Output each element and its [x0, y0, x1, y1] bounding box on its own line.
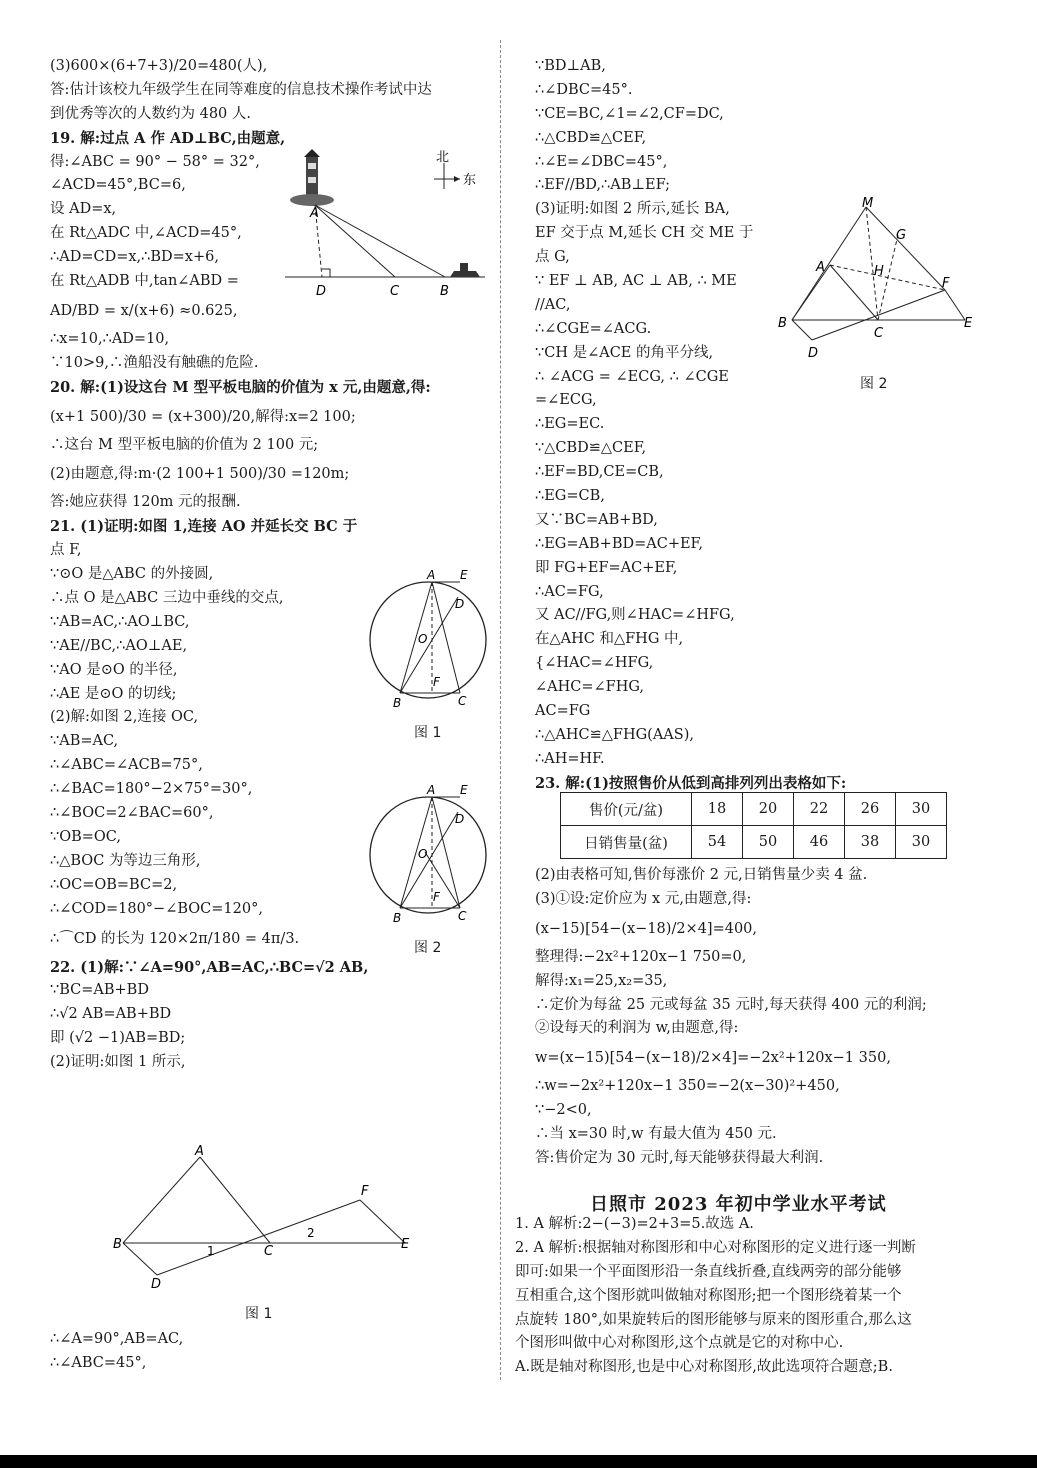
svg-text:B: B: [778, 316, 787, 331]
svg-text:D: D: [455, 597, 465, 611]
column-separator: [500, 40, 501, 1380]
text-line: ∠AHC=∠FHG,: [535, 679, 645, 696]
text-line: (x+1 500)/30 = (x+300)/20,解得:x=2 100;: [50, 408, 356, 425]
text-line: AD/BD = x/(x+6) ≈0.625,: [50, 302, 238, 319]
text-line: 点 F,: [50, 542, 82, 559]
text-line: ∴AE 是⊙O 的切线;: [50, 685, 177, 702]
page-left-edge: [0, 60, 14, 1360]
text-line: ∵⊙O 是△ABC 的外接圆,: [50, 566, 214, 583]
svg-text:C: C: [874, 326, 884, 341]
text-line: ∴△AHC≌△FHG(AAS),: [535, 726, 694, 743]
text-line: ∴ ∠ACG = ∠ECG, ∴ ∠CGE: [535, 368, 729, 385]
circle-figure-1: [365, 565, 495, 715]
problem-23-start: 23. 解:(1)按照售价从低到高排列列出表格如下:: [535, 774, 847, 792]
svg-text:D: D: [316, 284, 327, 299]
text-line: ∴x=10,∴AD=10,: [50, 330, 170, 347]
text-line: 又 AC//FG,则∠HAC=∠HFG,: [535, 607, 735, 624]
svg-text:B: B: [393, 911, 402, 925]
table-cell: 54: [692, 826, 743, 859]
text-line: 答:估计该校九年级学生在同等难度的信息技术操作考试中达: [50, 81, 432, 98]
svg-text:C: C: [458, 909, 467, 923]
text-line: (2)证明:如图 1 所示,: [50, 1054, 186, 1071]
text-line: ∴点 O 是△ABC 三边中垂线的交点,: [50, 590, 284, 607]
table-row: [561, 793, 947, 826]
text-line: (3)600×(6+7+3)/20=480(人),: [50, 58, 268, 74]
text-line: {∠HAC=∠HFG,: [535, 655, 654, 672]
text-line: ∴∠ABC=∠ACB=75°,: [50, 757, 203, 774]
problem-22-start: 22. (1)解:∵∠A=90°,AB=AC,∴BC=√2 AB,: [50, 958, 369, 976]
svg-text:A: A: [310, 206, 319, 221]
text-line: ∵BD⊥AB,: [535, 58, 606, 74]
fig22-2-caption: 图 2: [860, 376, 888, 392]
text-line: 个图形叫做中心对称图形,这个点就是它的对称中心.: [515, 1335, 844, 1352]
text-line: ∵AB=AC,: [50, 733, 119, 750]
text-line: ∴当 x=30 时,w 有最大值为 450 元.: [535, 1126, 777, 1143]
text-line: w=(x−15)[54−(x−18)/2×4]=−2x²+120x−1 350,: [535, 1050, 891, 1067]
table-cell: 售价(元/盆): [561, 793, 692, 826]
text-line: ∵CH 是∠ACE 的角平分线,: [535, 344, 714, 361]
text-line: 在 Rt△ADB 中,tan∠ABD =: [50, 273, 239, 290]
svg-text:D: D: [151, 1277, 162, 1292]
compass-east: 东: [463, 173, 477, 188]
text-line: ∴OC=OB=BC=2,: [50, 876, 178, 893]
table-cell: 30: [896, 793, 947, 826]
text-line: ∵10>9,∴渔船没有触礁的危险.: [50, 354, 259, 371]
text-line: 2. A 解析:根据轴对称图形和中心对称图形的定义进行逐一判断: [515, 1239, 916, 1256]
text-line: (x−15)[54−(x−18)/2×4]=400,: [535, 920, 758, 937]
text-line: ∵BC=AB+BD: [50, 982, 149, 999]
ab-line: [315, 205, 445, 277]
table-row: [561, 826, 947, 859]
text-line: ∴⌒CD 的长为 120×2π/180 = 4π/3.: [50, 930, 300, 947]
text-line: ∴EG=EC.: [535, 416, 605, 433]
page-bottom-edge: [0, 1455, 1037, 1468]
problem-19-start: 19. 解:过点 A 作 AD⊥BC,由题意,: [50, 129, 286, 147]
table-cell: 26: [845, 793, 896, 826]
text-line: ∵OB=OC,: [50, 828, 121, 845]
svg-text:1: 1: [207, 1244, 215, 1258]
svg-text:D: D: [455, 812, 465, 826]
svg-text:A: A: [195, 1145, 204, 1159]
text-line: ∵−2<0,: [535, 1102, 592, 1119]
text-line: A.既是轴对称图形,也是中心对称图形,故此选项符合题意;B.: [515, 1359, 893, 1376]
text-line: 点 G,: [535, 249, 570, 266]
text-line: 1. A 解析:2−(−3)=2+3=5.故选 A.: [515, 1216, 754, 1232]
svg-text:C: C: [390, 284, 400, 299]
right-angle-mark: [322, 269, 330, 277]
text-line: ②设每天的利润为 w,由题意,得:: [535, 1020, 739, 1037]
table-cell: 22: [794, 793, 845, 826]
text-line: ∴EG=CB,: [535, 488, 605, 505]
svg-text:D: D: [808, 346, 819, 361]
text-line: 即 (√2 −1)AB=BD;: [50, 1030, 186, 1047]
text-line: ∴△BOC 为等边三角形,: [50, 852, 201, 869]
price-sales-table: [560, 792, 947, 859]
text-line: (3)证明:如图 2 所示,延长 BA,: [535, 201, 730, 218]
table-cell: 30: [896, 826, 947, 859]
svg-text:E: E: [964, 316, 973, 331]
text-line: 在 Rt△ADC 中,∠ACD=45°,: [50, 225, 242, 242]
svg-text:A: A: [816, 260, 825, 275]
ac-line: [315, 205, 395, 277]
text-line: ∵△CBD≌△CEF,: [535, 440, 647, 457]
text-line: 整理得:−2x²+120x−1 750=0,: [535, 948, 747, 965]
text-line: 答:售价定为 30 元时,每天能够获得最大利润.: [535, 1150, 824, 1167]
svg-text:A: A: [427, 568, 436, 582]
text-line: (2)由题意,得:m·(2 100+1 500)/30 =120m;: [50, 466, 350, 483]
text-line: 在△AHC 和△FHG 中,: [535, 631, 684, 648]
svg-text:2: 2: [307, 1226, 315, 1240]
text-line: ∴∠CGE=∠ACG.: [535, 320, 652, 337]
svg-text:F: F: [433, 890, 440, 904]
text-line: ∴这台 M 型平板电脑的价值为 2 100 元;: [50, 436, 319, 453]
lighthouse-icon: [290, 149, 334, 206]
text-line: 又∵BC=AB+BD,: [535, 511, 658, 528]
svg-text:F: F: [433, 675, 440, 689]
text-line: ∴∠BOC=2∠BAC=60°,: [50, 805, 214, 822]
section-title: 日照市 2023 年初中学业水平考试: [590, 1194, 887, 1215]
svg-text:O: O: [418, 632, 428, 646]
text-line: (3)①设:定价应为 x 元,由题意,得:: [535, 890, 752, 907]
left-tail: [50, 1328, 480, 1376]
circle-figure-2: [365, 780, 495, 930]
text-line: ∵AE//BC,∴AO⊥AE,: [50, 637, 188, 654]
text-line: ∴AH=HF.: [535, 750, 605, 767]
svg-text:H: H: [874, 264, 884, 279]
svg-text:O: O: [418, 847, 428, 861]
text-line: 点旋转 180°,如果旋转后的图形能够与原来的图形重合,那么这: [515, 1311, 912, 1328]
right-column: [535, 55, 975, 796]
text-line: AC=FG: [535, 703, 591, 720]
text-line: ∴∠A=90°,AB=AC,: [50, 1331, 184, 1347]
text-line: 答:她应获得 120m 元的报酬.: [50, 494, 241, 511]
text-line: //AC,: [535, 296, 571, 313]
svg-text:E: E: [401, 1237, 410, 1252]
fig1-caption: 图 1: [414, 725, 442, 741]
svg-text:B: B: [393, 696, 402, 710]
fig22-1-caption: 图 1: [245, 1306, 273, 1322]
text-line: 得:∠ABC = 90° − 58° = 32°,: [50, 153, 260, 170]
svg-text:E: E: [460, 783, 468, 797]
svg-text:B: B: [440, 284, 449, 299]
triangle-figure-22-2: [770, 195, 980, 365]
text-line: ∠ACD=45°,BC=6,: [50, 177, 186, 194]
text-line: ∴∠E=∠DBC=45°,: [535, 153, 668, 170]
text-line: 即可:如果一个平面图形沿一条直线折叠,直线两旁的部分能够: [515, 1263, 902, 1280]
svg-text:E: E: [460, 568, 468, 582]
svg-text:A: A: [427, 783, 436, 797]
text-line: ∴定价为每盆 25 元或每盆 35 元时,每天获得 400 元的利润;: [535, 996, 927, 1013]
text-line: ∵AO 是⊙O 的半径,: [50, 661, 178, 678]
text-line: ∴∠DBC=45°.: [535, 81, 633, 98]
answers-section: [515, 1213, 980, 1380]
text-line: EF 交于点 M,延长 CH 交 ME 于: [535, 225, 754, 242]
text-line: ∴AC=FG,: [535, 583, 604, 600]
text-line: ∴△CBD≌△CEF,: [535, 129, 647, 146]
table-cell: 20: [743, 793, 794, 826]
svg-text:F: F: [361, 1184, 369, 1199]
table-cell: 50: [743, 826, 794, 859]
svg-text:C: C: [458, 694, 467, 708]
text-line: (2)由表格可知,售价每涨价 2 元,日销售量少卖 4 盆.: [535, 867, 868, 883]
text-line: ∴EF//BD,∴AB⊥EF;: [535, 177, 671, 194]
text-line: 设 AD=x,: [50, 201, 117, 218]
lighthouse-figure: [280, 145, 495, 305]
text-line: ∴AD=CD=x,∴BD=x+6,: [50, 249, 219, 266]
svg-text:M: M: [862, 196, 874, 211]
table-cell: 日销售量(盆): [561, 826, 692, 859]
compass-north: 北: [436, 150, 450, 165]
text-line: ∴EF=BD,CE=CB,: [535, 464, 664, 481]
text-line: ∴∠COD=180°−∠BOC=120°,: [50, 900, 263, 917]
table-cell: 38: [845, 826, 896, 859]
svg-text:C: C: [264, 1244, 274, 1259]
text-line: ∴∠ABC=45°,: [50, 1354, 147, 1371]
fig2-caption: 图 2: [414, 940, 442, 956]
problem-20-start: 20. 解:(1)设这台 M 型平板电脑的价值为 x 元,由题意,得:: [50, 378, 431, 396]
text-line: 解得:x₁=25,x₂=35,: [535, 972, 668, 989]
text-line: ∴√2 AB=AB+BD: [50, 1006, 172, 1023]
problem-21-start: 21. (1)证明:如图 1,连接 AO 并延长交 BC 于: [50, 518, 358, 536]
svg-text:G: G: [896, 228, 907, 243]
triangle-figure-22-1: [105, 1145, 425, 1295]
right-column-part2: [535, 864, 975, 1171]
text-line: ∵CE=BC,∠1=∠2,CF=DC,: [535, 105, 724, 122]
table-cell: 18: [692, 793, 743, 826]
text-line: 即 FG+EF=AC+EF,: [535, 559, 678, 576]
ship-icon: [450, 263, 480, 277]
text-line: ∵AB=AC,∴AO⊥BC,: [50, 613, 190, 630]
text-line: (2)解:如图 2,连接 OC,: [50, 709, 199, 726]
svg-text:B: B: [113, 1237, 122, 1252]
text-line: =∠ECG,: [535, 392, 597, 409]
table-cell: 46: [794, 826, 845, 859]
text-line: 互相重合,这个图形就叫做轴对称图形;把一个图形绕着某一个: [515, 1287, 902, 1304]
text-line: ∴∠BAC=180°−2×75°=30°,: [50, 781, 253, 798]
text-line: ∴w=−2x²+120x−1 350=−2(x−30)²+450,: [535, 1078, 840, 1095]
text-line: 到优秀等次的人数约为 480 人.: [50, 105, 252, 122]
svg-text:F: F: [942, 276, 950, 291]
text-line: ∵ EF ⊥ AB, AC ⊥ AB, ∴ ME: [535, 273, 737, 290]
text-line: ∴EG=AB+BD=AC+EF,: [535, 535, 703, 552]
